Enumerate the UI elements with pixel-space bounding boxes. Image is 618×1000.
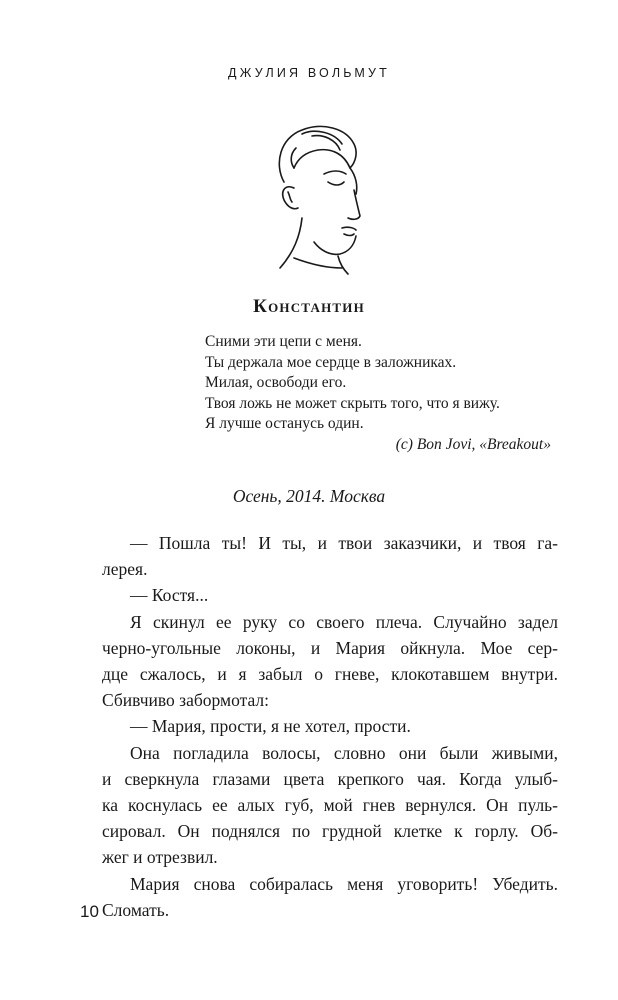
- body-line: — Пошла ты! И ты, и твои заказчики, и твоя га-: [130, 533, 558, 553]
- page-number: 10: [80, 902, 99, 921]
- scene-heading: Осень, 2014. Москва: [232, 486, 386, 506]
- epigraph-line: Милая, освободи его.: [205, 374, 347, 391]
- body-line: жег и отрезвил.: [102, 847, 218, 868]
- portrait-illustration: [254, 118, 378, 276]
- body-line: Она погладила волосы, словно они были живыми,: [130, 742, 558, 763]
- body-line: — Мария, прости, я не хотел, прости.: [130, 716, 411, 737]
- body-line: сировал. Он поднялся по грудной клетке к горлу. Об-: [102, 821, 558, 842]
- body-line: дце сжалось, и я забыл о гневе, клокотавшем внутри.: [102, 664, 558, 685]
- body-line: и сверкнула глазами цвета крепкого чая. Когда улыб-: [102, 768, 558, 789]
- body-line: Мария снова собиралась меня уговорить! Убедить.: [130, 873, 558, 894]
- body-line: Я скинул ее руку со своего плеча. Случайно задел: [130, 611, 558, 632]
- body-line: лерея.: [102, 559, 148, 580]
- body-text: [102, 530, 558, 923]
- epigraph-line: Твоя ложь не может скрыть того, что я вижу.: [205, 394, 500, 412]
- body-line: Сломать.: [102, 899, 170, 920]
- epigraph-attribution: (с) Bon Jovi, «Breakout»: [395, 435, 551, 453]
- epigraph-line: Сними эти цепи с меня.: [205, 333, 362, 350]
- running-header-author: ДЖУЛИЯ ВОЛЬМУТ: [228, 66, 390, 80]
- body-line: — Костя...: [130, 585, 209, 606]
- chapter-title: Константин: [253, 296, 365, 317]
- body-line: Сбивчиво забормотал:: [102, 690, 269, 711]
- epigraph: [205, 332, 551, 455]
- epigraph-line: Ты держала мое сердце в заложниках.: [205, 353, 457, 371]
- body-line: черно-угольные локоны, и Мария ойкнула. Мое сер-: [102, 637, 558, 658]
- body-line: ка коснулась ее алых губ, мой гнев вернулся. Он пуль-: [102, 795, 558, 816]
- epigraph-line: Я лучше останусь один.: [205, 415, 364, 432]
